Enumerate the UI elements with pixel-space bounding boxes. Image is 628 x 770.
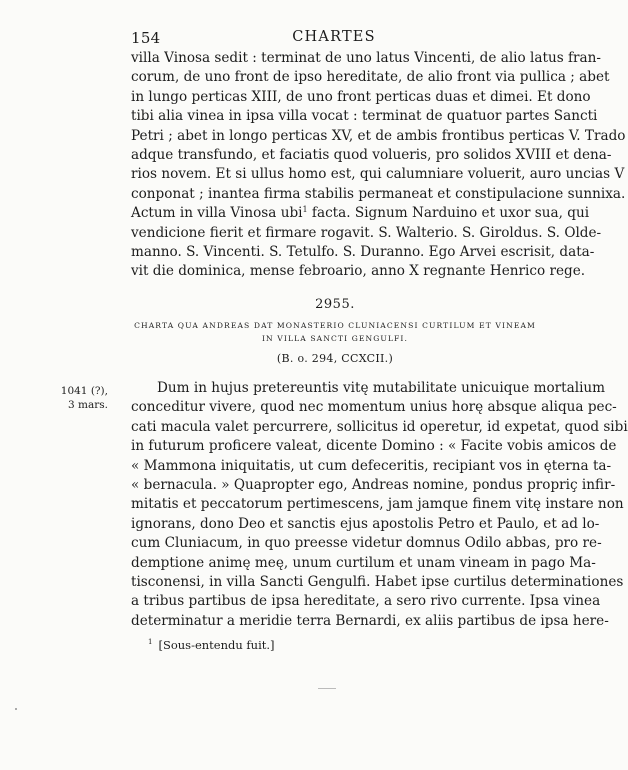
text-line bbox=[131, 204, 590, 223]
text-line: rios novem. Et si ullus homo est, qui calumniare voluerit, auro uncias V bbox=[131, 166, 625, 183]
continuation-text bbox=[131, 49, 626, 282]
footnote-text: [Sous-entendu fuit.] bbox=[158, 638, 275, 652]
margin-day: 3 mars. bbox=[68, 399, 108, 411]
text-segment: facta. Signum Narduino et uxor sua, qui bbox=[307, 205, 590, 222]
text-line: a tribus partibus de ipsa hereditate, a sero rivo currente. Ipsa vinea bbox=[131, 593, 601, 610]
charter-title: CHARTA QUA ANDREAS DAT MONASTERIO CLUNIACENSI CURTILUM ET VINEAM bbox=[134, 321, 536, 330]
page-header bbox=[131, 29, 537, 49]
text-line: ignorans, dono Deo et sanctis ejus apostolis Petro et Paulo, et ad lo- bbox=[131, 515, 600, 532]
footnote-reference: 1 bbox=[302, 205, 308, 215]
text-line: cati macula valet percurrere, sollicitus id operetur, id expetat, quod sibi bbox=[131, 418, 628, 435]
text-line: manno. S. Vincenti. S. Tetulfo. S. Duranno. Ego Arvei escrisit, data- bbox=[131, 243, 595, 260]
charter-title: IN VILLA SANCTI GENGULFI. bbox=[261, 334, 409, 343]
text-line: tibi alia vinea in ipsa villa vocat : terminat de quatuor partes Sancti bbox=[131, 108, 598, 125]
text-line: villa Vinosa sedit : terminat de uno latus Vincenti, de alio latus fran- bbox=[131, 50, 601, 66]
text-line: conceditur vivere, quod nec momentum unius horę absque aliqua pec- bbox=[131, 399, 617, 416]
text-line: in futurum proficere valeat, dicente Domino : « Facite vobis amicos de bbox=[131, 438, 617, 455]
running-title: CHARTES bbox=[292, 29, 376, 45]
text-line: conponat ; inantea firma stabilis permaneat et constipulacione sunnixa. bbox=[131, 185, 626, 202]
text-line: tisconensi, in villa Sancti Gengulfi. Habet ipse curtilus determinationes bbox=[131, 573, 624, 590]
text-line: vendicione fierit et firmare rogavit. S. Walterio. S. Giroldus. S. Olde- bbox=[131, 224, 602, 241]
footnote-marker: 1 bbox=[148, 638, 153, 646]
charter-source: (B. o. 294, CCXCII.) bbox=[276, 352, 394, 365]
text-line: « Mammona iniquitatis, ut cum defeceritis, recipiant vos in ęterna ta- bbox=[131, 457, 612, 474]
text-line: adque transfundo, et faciatis quod volueris, pro solidos XVIII et dena- bbox=[131, 146, 612, 163]
text-line: corum, de uno front de ipso hereditate, de alio front via pullica ; abet bbox=[131, 69, 610, 86]
text-line: vit die dominica, mense febroario, anno X regnante Henrico rege. bbox=[131, 263, 586, 280]
page-number: 154 bbox=[131, 29, 161, 47]
text-line: determinatur a meridie terra Bernardi, ex aliis partibus de ipsa here- bbox=[131, 612, 609, 629]
text-line: « bernacula. » Quapropter ego, Andreas nomine, pondus propriç infir- bbox=[131, 476, 616, 493]
charter-text bbox=[131, 379, 628, 631]
scan-speck bbox=[15, 708, 17, 710]
text-segment: Actum in villa Vinosa ubi bbox=[131, 205, 303, 222]
text-line: demptione animę meę, unum curtilum et unam vineam in pago Ma- bbox=[131, 554, 596, 571]
text-line: cum Cluniacum, in quo preesse videtur domnus Odilo abbas, pro re- bbox=[131, 535, 602, 552]
margin-date: 1041 (?), bbox=[60, 385, 108, 397]
text-line: in lungo perticas XIII, de uno front perticas duas et dimei. Et dono bbox=[131, 88, 591, 105]
scan-speck bbox=[318, 688, 336, 689]
text-line: mitatis et peccatorum pertimescens, jam jamque finem vitę instare non bbox=[131, 496, 624, 513]
text-line: Petri ; abet in longo perticas XV, et de ambis frontibus perticas V. Trado bbox=[131, 127, 626, 144]
text-line: Dum in hujus pretereuntis vitę mutabilitate unicuique mortalium bbox=[157, 380, 606, 396]
charter-number: 2955. bbox=[315, 297, 355, 312]
footnote bbox=[148, 638, 275, 652]
